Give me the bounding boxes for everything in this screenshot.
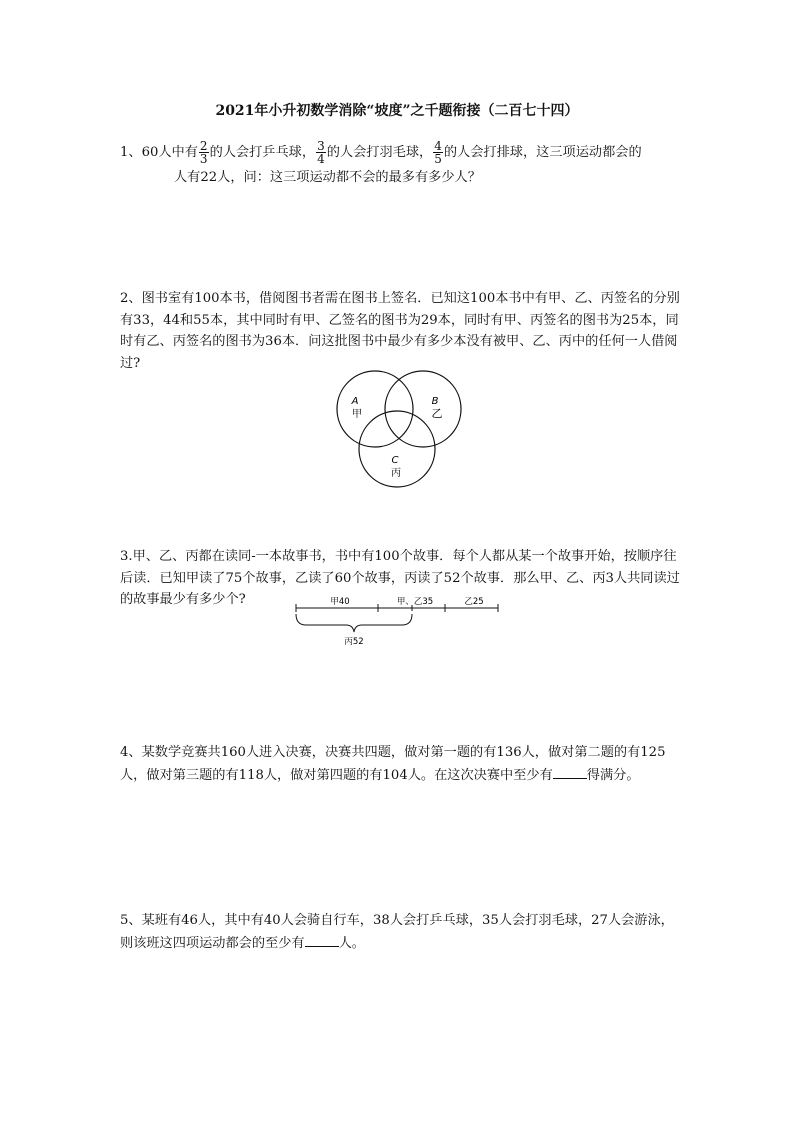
- q1-text-b: 的人会打羽毛球，: [326, 145, 433, 160]
- venn-label-a-name: 甲: [352, 409, 362, 420]
- question-2: 2、图书室有100本书，借阅图书者需在图书上签名．已知这100本书中有甲、乙、丙签名的分别有33，44和55本，其中同时有甲、乙签名的图书为29本，同时有甲、丙签名的图书为25本，同时有乙、丙签名的图书为36本．问这批图书中最少有多少本没有被甲、乙、丙中的任何一人借阅过?: [120, 291, 680, 371]
- venn-circle-b: [385, 371, 461, 447]
- question-1: [120, 136, 690, 190]
- answer-blank[interactable]: [553, 764, 587, 779]
- question-5: [120, 910, 680, 954]
- q5-text-after: 人。: [338, 935, 365, 951]
- q1-line2: 人有22人，问：这三项运动都不会的最多有多少人？: [174, 170, 481, 185]
- segment-label-yi-25: 乙25: [464, 597, 484, 607]
- brace-label-bing-52: 丙52: [344, 637, 364, 647]
- segment-label-jia-yi-35: 甲、乙35: [396, 597, 434, 607]
- page-title: 2021年小升初数学消除“坡度”之千题衔接（二百七十四）: [215, 103, 579, 119]
- fraction-four-fifths: $\frac{4}{5}$: [434, 139, 442, 166]
- brace-bing-52: [296, 614, 412, 632]
- q1-text-c: 的人会打排球，这三项运动都会的: [443, 145, 642, 160]
- venn-label-b-name: 乙: [431, 407, 443, 420]
- venn-label-b-letter: B: [431, 396, 439, 407]
- question-3: 3.甲、乙、丙都在读同-一本故事书，书中有100个故事．每个人都从某一个故事开始，按顺序往后读．已知甲读了75个故事，乙读了60个故事，丙读了52个故事．那么甲、乙、丙3人共同读过的故事最少有多少个?: [120, 549, 680, 607]
- fraction-two-thirds: $\frac{2}{3}$: [199, 139, 208, 166]
- answer-blank[interactable]: [305, 932, 339, 947]
- venn-label-a-letter: A: [351, 396, 359, 407]
- segment-label-jia-40: 甲40: [330, 597, 350, 607]
- q4-text-before: 4、某数学竞赛共160人进入决赛，决赛共四题，做对第一题的有136人，做对第二题的有125人，做对第三题的有118人，做对第四题的有104人。在这次决赛中至少有: [120, 745, 666, 783]
- venn-circle-a: [337, 371, 413, 447]
- fraction-three-quarters: $\frac{3}{4}$: [317, 139, 325, 166]
- q1-prefix: 1、60人中有: [120, 145, 198, 160]
- q5-text-before: 5、某班有46人，其中有40人会骑自行车，38人会打乒乓球，35人会打羽毛球，27人会游泳，则该班这四项运动都会的至少有: [120, 913, 674, 951]
- reading-segment-diagram: [290, 594, 505, 650]
- question-4: [120, 742, 690, 786]
- venn-diagram: [330, 366, 470, 491]
- q4-text-after: 得满分。: [586, 767, 640, 783]
- venn-label-c-letter: C: [391, 455, 399, 466]
- q1-text-a: 的人会打乒乓球，: [209, 145, 316, 160]
- venn-label-c-name: 丙: [391, 468, 401, 479]
